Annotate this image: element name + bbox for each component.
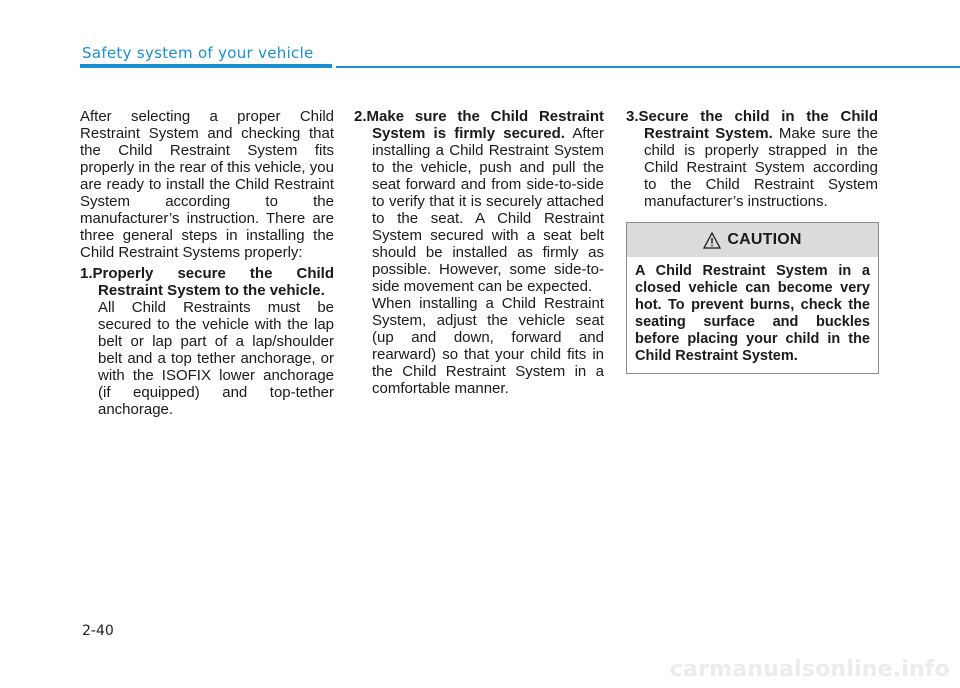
column-1: [80, 108, 334, 418]
step-1-lead: Properly secure the Child Restraint System to the vehicle.: [92, 265, 334, 299]
header-rule-thick: [80, 64, 332, 68]
step-1-text: All Child Restraints must be secured to the vehicle with the lap belt or lap part of a lap/shoulder belt and a top tether anchorage, or with the ISOFIX lower anchorage (if equipped) and top-tether anchorage.: [98, 299, 334, 418]
column-2: [354, 108, 604, 397]
watermark: carmanualsonline.info: [669, 657, 950, 682]
intro-paragraph: After selecting a proper Child Restraint System and checking that the Child Restraint System fits properly in the rear of this vehicle, you are ready to install the Child Restraint System according to the manufacturer’s instruction. There are three general steps in installing the Child Restraint Systems properly:: [80, 108, 334, 261]
step-3-number: 3.: [626, 108, 639, 125]
column-3: [626, 108, 878, 210]
step-3-text: Make sure the child is properly strapped in the Child Restraint System according to the Child Restraint System manufacturer’s instructions.: [644, 125, 878, 210]
caution-label: CAUTION: [727, 231, 802, 248]
page-number: 2-40: [82, 623, 114, 639]
step-2-lead: Make sure the Child Restraint System is firmly secured.: [366, 108, 604, 142]
step-1-number: 1.: [80, 265, 93, 282]
step-3-lead: Secure the child in the Child Restraint System.: [638, 108, 878, 142]
warning-triangle-icon: [703, 232, 721, 249]
step-1: [80, 265, 334, 418]
section-title: Safety system of your vehicle: [82, 44, 314, 62]
caution-box: [626, 222, 879, 374]
step-2: [354, 108, 604, 397]
step-2-text-2: When installing a Child Restraint System, adjust the vehicle seat (up and down, forward and rearward) so that your child fits in the Child Restraint System in a comfortable manner.: [372, 295, 604, 397]
step-3: [626, 108, 878, 210]
step-2-text: After installing a Child Restraint System to the vehicle, push and pull the seat forward and from side-to-side to verify that it is securely attached to the seat. A Child Restraint System secured with a seat belt should be installed as firmly as possible. However, some side-to-side movement can be expected.: [372, 125, 604, 295]
caution-header: [627, 223, 878, 257]
step-2-number: 2.: [354, 108, 367, 125]
header-rule-thin: [336, 66, 960, 68]
caution-text: A Child Restraint System in a closed vehicle can become very hot. To prevent burns, check the seating surface and buckles before placing your child in the Child Restraint System.: [635, 263, 870, 364]
